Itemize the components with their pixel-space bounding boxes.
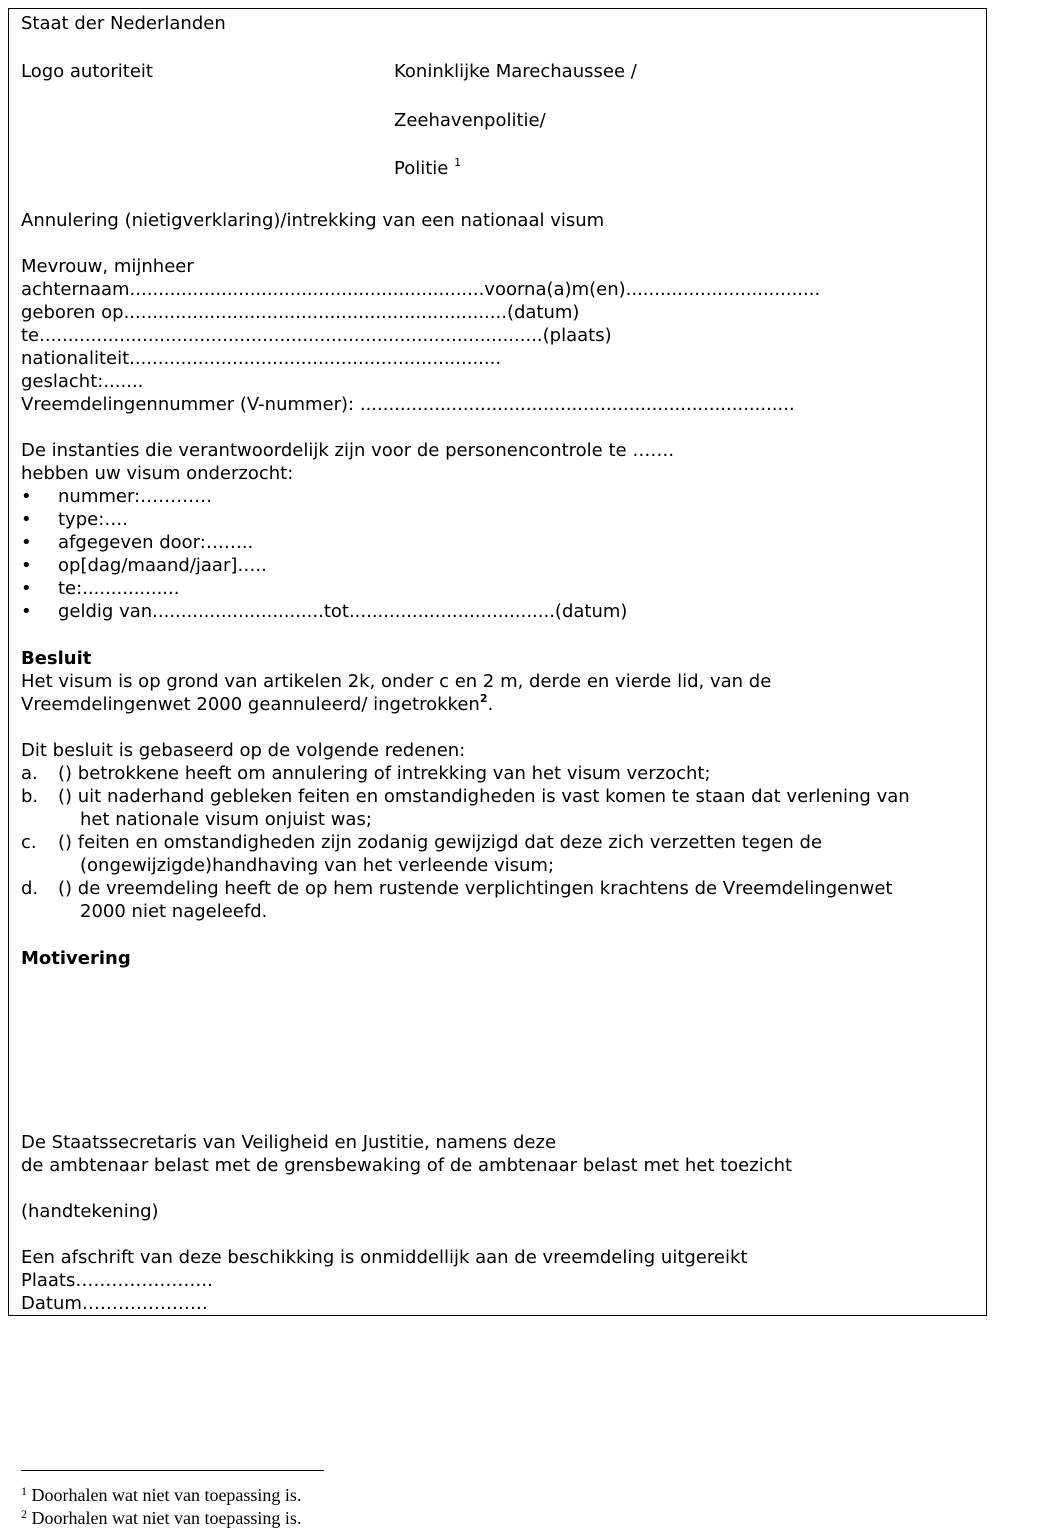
decision-heading: Besluit [21,648,92,669]
footnote-1: $^1$ Doorhalen wat niet van toepassing is. [21,1484,302,1505]
visa-item-validity: geldig van..............................tot....................................(datum) [58,601,628,622]
logo-placeholder: Logo autoriteit [21,61,153,82]
visa-item-issued-by: afgegeven door:…….. [58,532,254,553]
reason-a-label: a. [21,763,38,784]
bullet-icon: • [21,601,32,622]
bullet-icon: • [21,555,32,576]
reason-d-text-cont: 2000 niet nageleefd. [80,901,268,922]
nationality-field: nationaliteit................................................................. [21,348,502,369]
reason-c-text: () feiten en omstandigheden zijn zodanig gewijzigd dat deze zich verzetten tegen de [58,832,823,853]
visa-item-date: op[dag/maand/jaar]….. [58,555,267,576]
authority-line-1: Koninklijke Marechaussee / [394,61,637,82]
reason-b-text-cont: het nationale visum onjuist was; [80,809,372,830]
reason-d-text: () de vreemdeling heeft de op hem rustende verplichtingen krachtens de Vreemdelingenwet [58,878,893,899]
bullet-icon: • [21,509,32,530]
decision-line-1: Het visum is op grond van artikelen 2k, onder c en 2 m, derde en vierde lid, van de [21,671,772,692]
visa-intro-line-2: hebben uw visum onderzocht: [21,463,294,484]
decision-line-2: Vreemdelingenwet 2000 geannuleerd/ ingetrokken$^2$. [21,692,494,715]
reasons-intro: Dit besluit is gebaseerd op de volgende redenen: [21,740,466,761]
document-title: Annulering (nietigverklaring)/intrekking van een nationaal visum [21,210,605,231]
visa-item-place: te:................. [58,578,180,599]
salutation: Mevrouw, mijnheer [21,256,194,277]
footnote-divider [21,1470,324,1471]
footnote-ref-1: 1 [454,156,462,169]
bullet-icon: • [21,578,32,599]
signatory-line-1: De Staatssecretaris van Veiligheid en Justitie, namens deze [21,1132,557,1153]
visa-intro-line-1: De instanties die verantwoordelijk zijn voor de personencontrole te ……. [21,440,675,461]
reason-d-label: d. [21,878,39,899]
reason-a-text: () betrokkene heeft om annulering of intrekking van het visum verzocht; [58,763,711,784]
signatory-line-2: de ambtenaar belast met de grensbewaking of de ambtenaar belast met het toezicht [21,1155,793,1176]
visa-item-type: type:…. [58,509,128,530]
visa-item-number: nummer:………… [58,486,213,507]
authority-line-3: Politie $^1$ [394,156,462,179]
reason-b-label: b. [21,786,39,807]
reason-c-text-cont: (ongewijzigde)handhaving van het verleende visum; [80,855,555,876]
sex-field: geslacht:....... [21,371,144,392]
bullet-icon: • [21,486,32,507]
form-frame [8,8,987,1316]
birthdate-field: geboren op...................................................................(datum) [21,302,580,323]
reason-c-label: c. [21,832,37,853]
reason-b-text: () uit naderhand gebleken feiten en omstandigheden is vast komen te staan dat verlening van [58,786,910,807]
footnote-ref-2: 2 [479,692,488,705]
place-field: Plaats………………….. [21,1270,213,1291]
footnote-2: $^2$ Doorhalen wat niet van toepassing is. [21,1507,302,1528]
copy-notice: Een afschrift van deze beschikking is onmiddellijk aan de vreemdeling uitgereikt [21,1247,748,1268]
authority-line-2: Zeehavenpolitie/ [394,110,546,131]
date-field: Datum………………… [21,1293,208,1314]
bullet-icon: • [21,532,32,553]
state-name: Staat der Nederlanden [21,13,226,34]
birthplace-field: te........................................................................................(plaats) [21,325,612,346]
surname-field: achternaam..............................................................voorna(a)m(en).................................. [21,279,821,300]
v-number-field: Vreemdelingennummer (V-nummer): ............................................................................ [21,394,795,415]
motivation-heading: Motivering [21,948,131,969]
signature-placeholder: (handtekening) [21,1201,159,1222]
